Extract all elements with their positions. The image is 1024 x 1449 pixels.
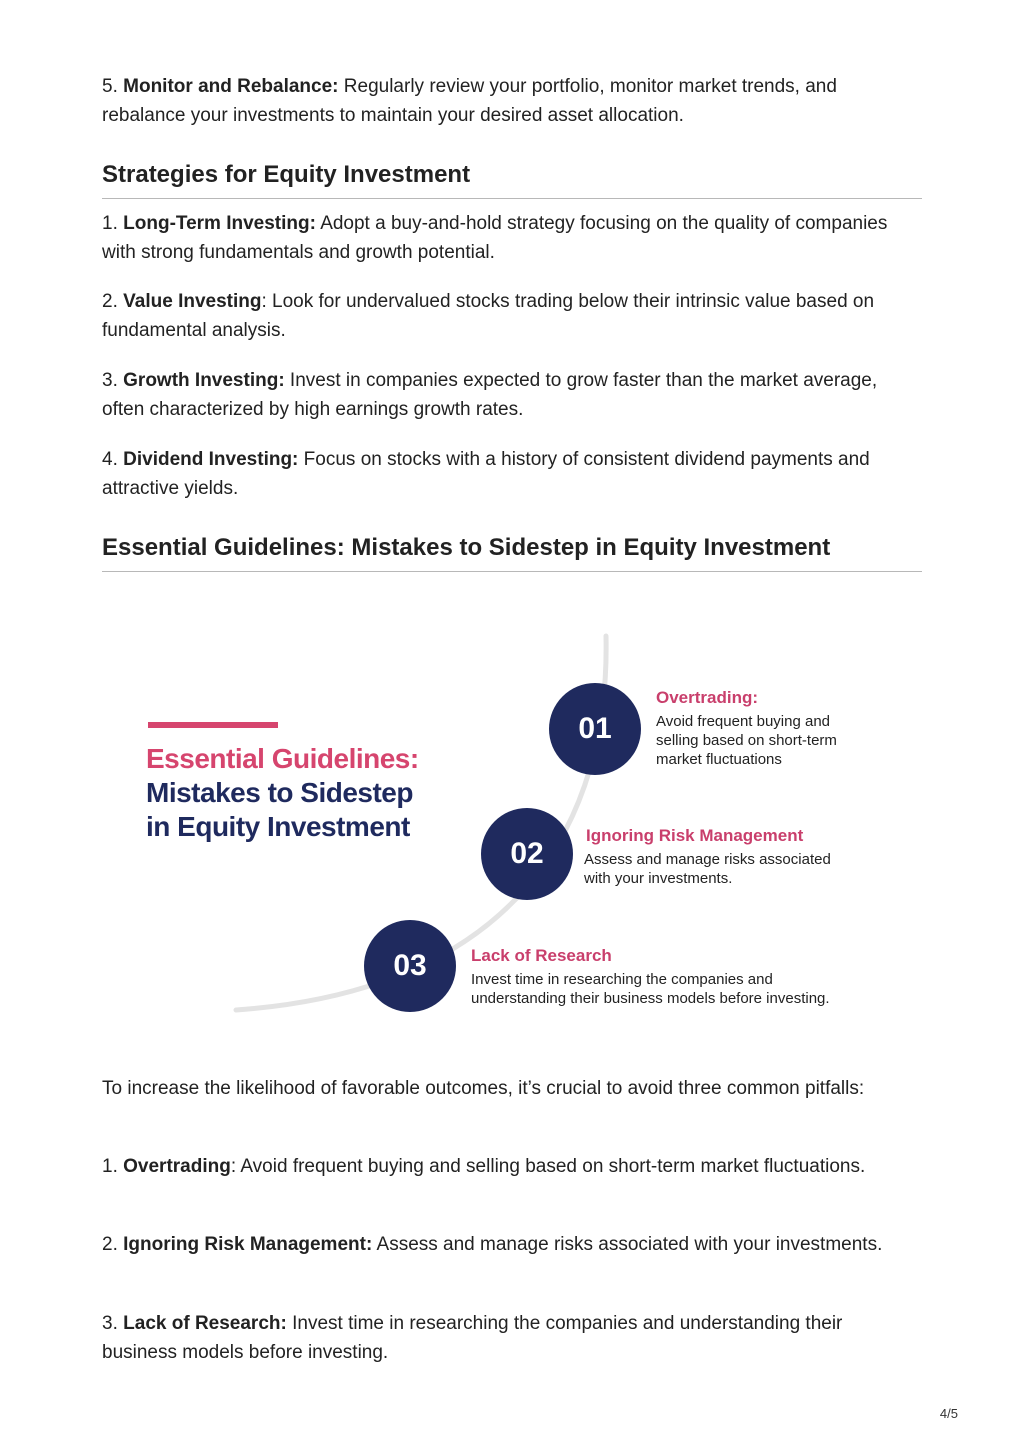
heading-strategies: Strategies for Equity Investment [102,160,922,199]
step-title-02: Ignoring Risk Management [586,826,804,845]
list-item-long-term: 1. Long-Term Investing: Adopt a buy-and-hold strategy focusing on the quality of companies with strong fundamentals and growth potential. [102,213,888,263]
step-desc-01: Avoid frequent buying and selling based on short-term market fluctuations [656,713,837,768]
page-number: 4/5 [939,1406,958,1421]
infographic-title: Essential Guidelines: Mistakes to Sidestep in Equity Investment [146,743,419,842]
list-item-monitor-rebalance: 5. Monitor and Rebalance: Regularly review your portfolio, monitor market trends, and rebalance your investments to maintain your desired asset allocation. [102,76,837,126]
list-item-value: 2. Value Investing: Look for undervalued stocks trading below their intrinsic value based on fundamental analysis. [102,291,875,341]
step-badge-03: 03 [364,920,456,1012]
pitfalls-intro: To increase the likelihood of favorable outcomes, it’s crucial to avoid three common pitfalls: [102,1078,865,1099]
step-title-01: Overtrading: [656,688,759,707]
step-desc-02: Assess and manage risks associated with your investments. [584,851,831,887]
step-badge-01: 01 [549,683,641,775]
title-accent-bar [148,722,278,728]
list-item-risk-management: 2. Ignoring Risk Management: Assess and manage risks associated with your investments. [102,1234,883,1255]
step-title-03: Lack of Research [471,946,612,965]
heading-guidelines: Essential Guidelines: Mistakes to Sidestep in Equity Investment [102,533,922,572]
list-item-research: 3. Lack of Research: Invest time in researching the companies and understanding their business models before investing. [102,1313,843,1363]
list-item-overtrading: 1. Overtrading: Avoid frequent buying and selling based on short-term market fluctuations. [102,1156,866,1177]
step-badge-02: 02 [481,808,573,900]
list-item-dividend: 4. Dividend Investing: Focus on stocks with a history of consistent dividend payments and attractive yields. [102,449,870,499]
step-desc-03: Invest time in researching the companies and understanding their business models before investing. [471,971,830,1007]
list-item-growth: 3. Growth Investing: Invest in companies expected to grow faster than the market average, often characterized by high earnings growth rates. [102,370,878,420]
